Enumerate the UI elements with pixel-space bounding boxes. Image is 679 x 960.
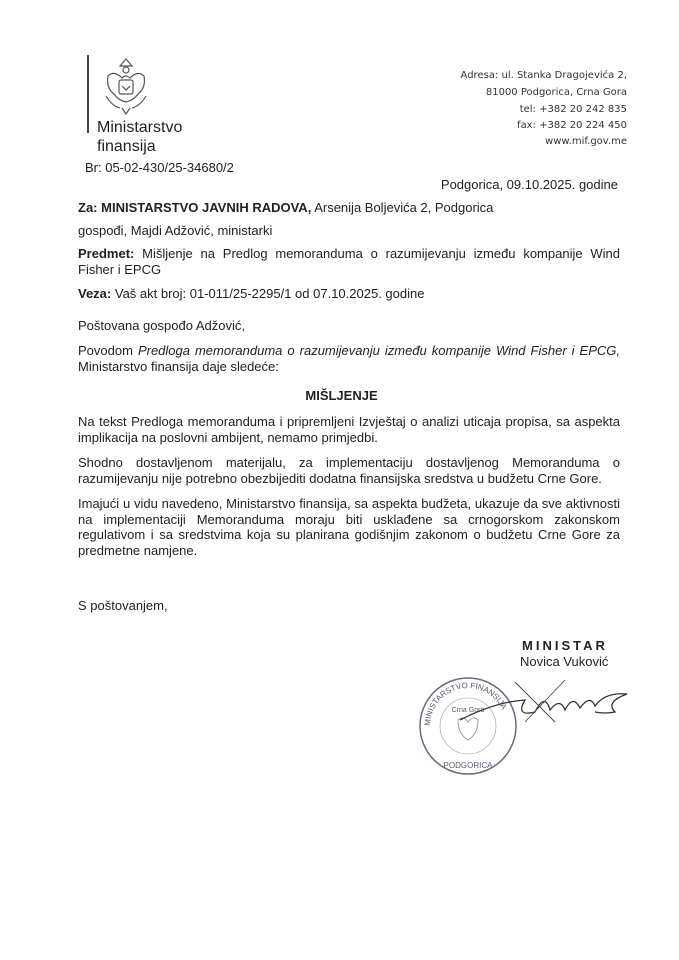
intro-lead: Povodom [78,343,138,358]
subject-text: Mišljenje na Predlog memoranduma o razumijevanju između kompanije Wind Fisher i EPCG [78,246,620,277]
recipient [78,200,493,215]
reference-number: Br: 05-02-430/25-34680/2 [85,160,234,175]
reference [78,286,424,301]
stamp-text: MINISTARSTVO FINANSIJA [422,680,509,727]
recipient-person: gospođi, Majdi Adžović, ministarki [78,223,273,238]
recipient-address: Arsenija Boljevića 2, Podgorica [311,200,494,215]
salutation: Poštovana gospođo Adžović, [78,318,245,333]
ministry-name: Ministarstvo [97,119,183,136]
stamp-city: PODGORICA [443,761,493,770]
place-date: Podgorica, 09.10.2025. godine [440,177,618,192]
reference-text: Vaš akt broj: 01-011/25-2295/1 od 07.10.2025. godine [111,286,425,301]
reference-label: Veza: [78,286,112,301]
address-line: 81000 Podgorica, Crna Gora [485,87,627,98]
subject-label: Predmet: [78,246,135,261]
closing: S poštovanjem, [78,598,168,613]
fax: fax: +382 20 224 450 [516,120,627,131]
letterhead-rule [87,55,89,133]
phone: tel: +382 20 242 835 [519,104,627,115]
stamp-country: Crna Gora [451,707,485,714]
intro-italic: Predloga memoranduma o razumijevanju između kompanije Wind Fisher i EPCG, [137,343,620,358]
recipient-org: MINISTARSTVO JAVNIH RADOVA, [101,200,312,215]
subject [78,246,620,277]
ministry-name-2: finansija [97,138,156,155]
website: www.mif.gov.me [545,136,627,147]
signature-scribble [455,672,635,732]
intro-paragraph [78,343,620,374]
opinion-heading: MIŠLJENJE [305,388,378,403]
signatory-name: Novica Vuković [520,654,609,669]
intro-tail: Ministarstvo finansija daje sledeće: [78,358,279,374]
recipient-label: Za: [78,200,98,215]
paragraph: Imajući u vidu navedeno, Ministarstvo finansija, sa aspekta budžeta, ukazuje da sve aktivnosti na implementaciji Memoranduma moraju biti usklađene sa crnogorskom zakonskom regulativom i sa sredstvima koja su planirana godišnjim zakonom o budžetu Crne Gore za predmetne namjene. [78,496,620,558]
signatory-title: MINISTAR [522,638,608,653]
paragraph: Shodno dostavljenom materijalu, za implementaciju dostavljenog Memoranduma o razumijevanju nije potrebno obezbijediti dodatna finansijska sredstva u budžetu Crne Gore. [78,455,620,486]
coat-of-arms-icon [100,56,152,118]
address-line: Adresa: ul. Stanka Dragojevića 2, [460,70,627,81]
paragraph: Na tekst Predloga memoranduma i pripremljeni Izvještaj o analizi uticaja propisa, sa aspekta implikacija na poslovni ambijent, nemamo primjedbi. [78,414,620,445]
